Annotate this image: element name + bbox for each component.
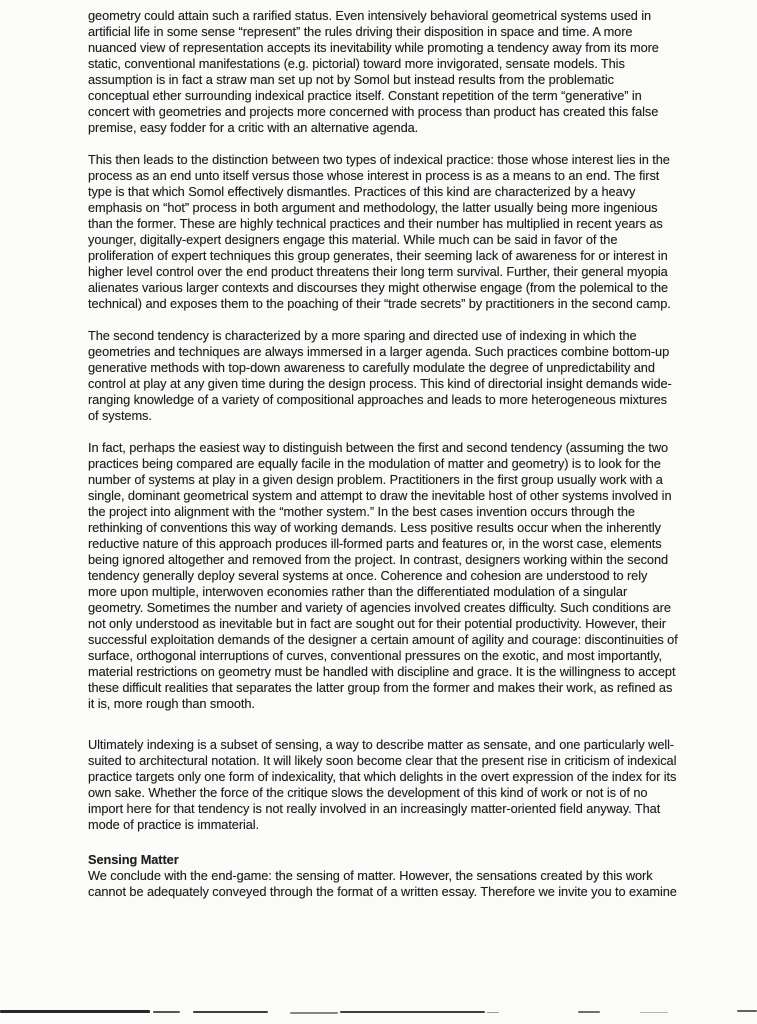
text-line: alienates various larger contexts and discourses they might otherwise engage (from the polemical to the (88, 280, 669, 295)
text-line: these difficult realities that separates the latter group from the former and makes their work, as refined as (88, 680, 673, 695)
text-line: tendency generally deploy several systems at once. Coherence and cohesion are understood to rely (88, 568, 648, 583)
text-line: technical) and exposes them to the poaching of their “trade secrets” by practitioners in the second camp. (88, 296, 671, 311)
text-line: material restrictions on geometry must be handled with discipline and grace. It is the willingness to accept (88, 664, 676, 679)
text-line: conceptual ether surrounding indexical practice itself. Constant repetition of the term “generative” in (88, 88, 642, 103)
text-line: type is that which Somol effectively dismantles. Practices of this kind are characterized by a heavy (88, 184, 636, 199)
text-line: control at play at any given time during the design process. This kind of directorial insight demands wide- (88, 376, 672, 391)
text-line: process as an end unto itself versus those whose interest in process is as a means to an end. The first (88, 168, 660, 183)
paragraph (88, 8, 750, 136)
text-line: single, dominant geometrical system and attempt to draw the inevitable host of other systems involved in (88, 488, 672, 503)
text-line: Sensing Matter (88, 852, 179, 867)
scan-noise-dash (640, 1012, 668, 1013)
text-line: ranging knowledge of a variety of compositional approaches and leads to more heterogeneous mixtures (88, 392, 667, 407)
text-line: number of systems at play in a given design problem. Practitioners in the first group usually work with a (88, 472, 663, 487)
paragraph (88, 328, 750, 424)
scan-noise-dash (153, 1011, 180, 1013)
text-line: the project into alignment with the “mother system.” In the best cases invention occurs through the (88, 504, 635, 519)
scan-noise-dash (737, 1010, 757, 1012)
text-line: import here for that tendency is not really involved in an increasingly matter-oriented field anyway. That (88, 801, 661, 816)
text-line: nuanced view of representation accepts its inevitability while promoting a tendency away from its more (88, 40, 659, 55)
text-line: higher level control over the end product threatens their long term survival. Further, their general myopia (88, 264, 668, 279)
text-line: Ultimately indexing is a subset of sensing, a way to describe matter as sensate, and one particularly well- (88, 737, 675, 752)
text-line: younger, digitally-expert designers engage this material. While much can be said in favor of the (88, 232, 618, 247)
text-line: being ignored altogether and removed from the project. In contrast, designers working within the second (88, 552, 669, 567)
paragraph (88, 737, 750, 833)
text-line: of systems. (88, 408, 152, 423)
text-line: geometry. Sometimes the number and variety of agencies involved creates difficulty. Such conditions are (88, 600, 671, 615)
paragraph (88, 152, 750, 312)
text-line: premise, easy fodder for a critic with an alternative agenda. (88, 120, 419, 135)
text-line: practices being compared are equally facile in the modulation of matter and geometry) is to look for the (88, 456, 661, 471)
text-line: This then leads to the distinction between two types of indexical practice: those whose interest lies in the (88, 152, 670, 167)
text-line: more upon multiple, interwoven economies rather than the differentiated modulation of a singular (88, 584, 628, 599)
text-line: own sake. Whether the force of the critique slows the development of this kind of work or not is of no (88, 785, 648, 800)
paragraph (88, 868, 750, 900)
scan-noise-dash (578, 1011, 600, 1013)
text-line: assumption is in fact a straw man set up not by Somol but instead results from the problematic (88, 72, 614, 87)
text-line: In fact, perhaps the easiest way to distinguish between the first and second tendency (assuming the two (88, 440, 669, 455)
document-text (88, 8, 750, 900)
text-line: mode of practice is immaterial. (88, 817, 260, 832)
scan-noise-dash (193, 1011, 268, 1013)
scan-noise-dash (0, 1010, 150, 1013)
text-line: geometry could attain such a rarified status. Even intensively behavioral geometrical systems used in (88, 8, 652, 23)
text-line: reductive nature of this approach produces ill-formed parts and features or, in the worst case, elements (88, 536, 662, 551)
text-line: generative methods with top-down awareness to carefully modulate the degree of unpredictability and (88, 360, 655, 375)
text-line: it is, more rough than smooth. (88, 696, 255, 711)
text-line: static, conventional manifestations (e.g. pictorial) toward more invigorated, sensate models. This (88, 56, 625, 71)
section-heading (88, 852, 750, 868)
text-line: emphasis on “hot” process in both argument and methodology, the latter usually being more ingenious (88, 200, 658, 215)
scan-noise-dash (290, 1012, 338, 1014)
text-line: successful exploitation demands of the designer a certain amount of agility and courage: discontinuities of (88, 632, 678, 647)
text-line: The second tendency is characterized by a more sparing and directed use of indexing in which the (88, 328, 637, 343)
text-line: than the former. These are highly technical practices and their number has multiplied in recent years as (88, 216, 663, 231)
text-line: suited to architectural notation. It will likely soon become clear that the present rise in criticism of indexical (88, 753, 677, 768)
scan-noise-dash (487, 1012, 499, 1013)
paragraph (88, 440, 750, 712)
text-line: cannot be adequately conveyed through the format of a written essay. Therefore we invite you to examine (88, 884, 677, 899)
text-line: We conclude with the end-game: the sensing of matter. However, the sensations created by this work (88, 868, 653, 883)
text-line: surface, orthogonal interruptions of curves, conventional pressures on the exotic, and most importantly, (88, 648, 663, 663)
text-line: rethinking of conventions this way of working demands. Less positive results occur when the inherently (88, 520, 661, 535)
text-line: practice targets only one form of indexicality, that which delights in the overt expression of the index for its (88, 769, 677, 784)
text-line: not only understood as inevitable but in fact are sought out for their potential productivity. However, their (88, 616, 666, 631)
text-line: proliferation of expert techniques this group generates, their seeming lack of awareness for or interest in (88, 248, 668, 263)
text-line: geometries and techniques are always immersed in a larger agenda. Such practices combine bottom-up (88, 344, 670, 359)
text-line: concert with geometries and projects more concerned with process than product has created this false (88, 104, 659, 119)
text-line: artificial life in some sense “represent” the rules driving their disposition in space and time. A more (88, 24, 633, 39)
scan-noise-dash (340, 1011, 485, 1013)
